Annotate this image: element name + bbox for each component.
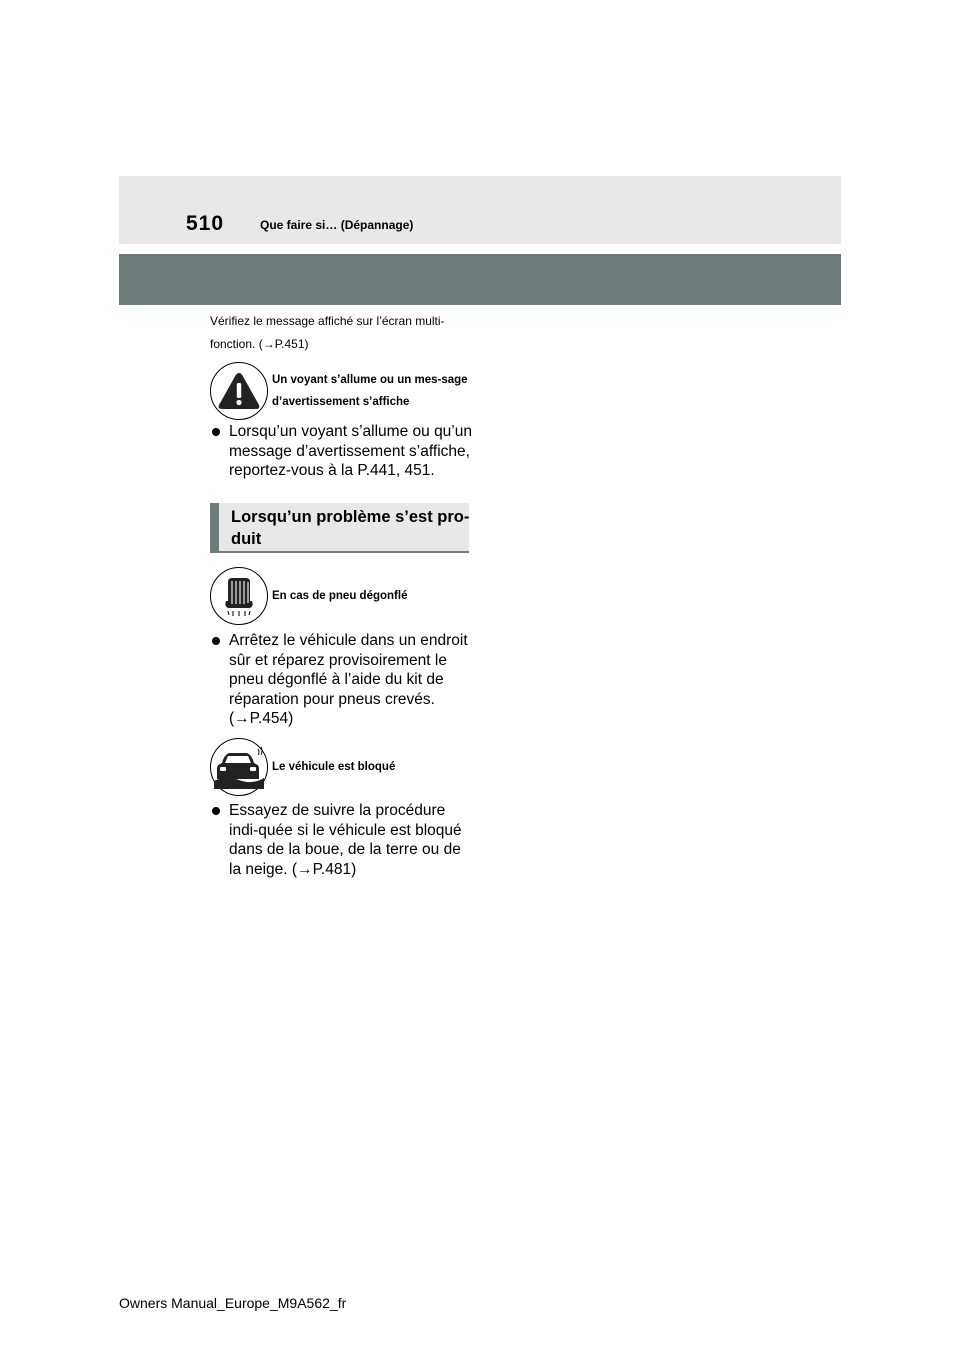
page-number: 510 [186,212,225,235]
warning-label: Un voyant s’allume ou un mes-sage d’avertissement s’affiche [272,374,468,408]
stuck-row [210,738,472,796]
section-heading-box [210,503,469,553]
warning-triangle-icon [210,362,268,420]
stuck-bullet [212,801,474,879]
tire-bullet [212,631,474,729]
section-title: Lorsqu’un problème s’est pro-duit [231,508,470,548]
tire-row [210,567,472,625]
header-band [119,254,841,305]
bullet-dot [212,807,220,815]
intro-text: Vérifiez le message affiché sur l’écran multi-fonction. (→P.451) [210,314,445,351]
header-top-bar [119,176,841,244]
warning-bullet-text: Lorsqu’un voyant s’allume ou qu’un message d’avertissement s’affiche, reportez-vous à la P.441, 451. [229,423,472,479]
stuck-vehicle-icon [210,738,268,796]
tire-bullet-text: Arrêtez le véhicule dans un endroit sûr et réparez provisoirement le pneu dégonflé à l’aide du kit de réparation pour pneus crevés. (→P.454) [229,632,468,727]
flat-tire-icon [210,567,268,625]
stuck-bullet-text: Essayez de suivre la procédure indi-quée si le véhicule est bloqué dans de la boue, de la terre ou de la neige. (→P.481) [229,802,462,878]
chapter-title: Que faire si… (Dépannage) [260,218,414,232]
footer-text: Owners Manual_Europe_M9A562_fr [119,1295,347,1311]
warning-bullet [212,422,474,481]
bullet-dot [212,428,220,436]
warning-row [210,362,472,420]
bullet-dot [212,637,220,645]
tire-label: En cas de pneu dégonflé [272,590,408,602]
stuck-label: Le véhicule est bloqué [272,761,396,773]
